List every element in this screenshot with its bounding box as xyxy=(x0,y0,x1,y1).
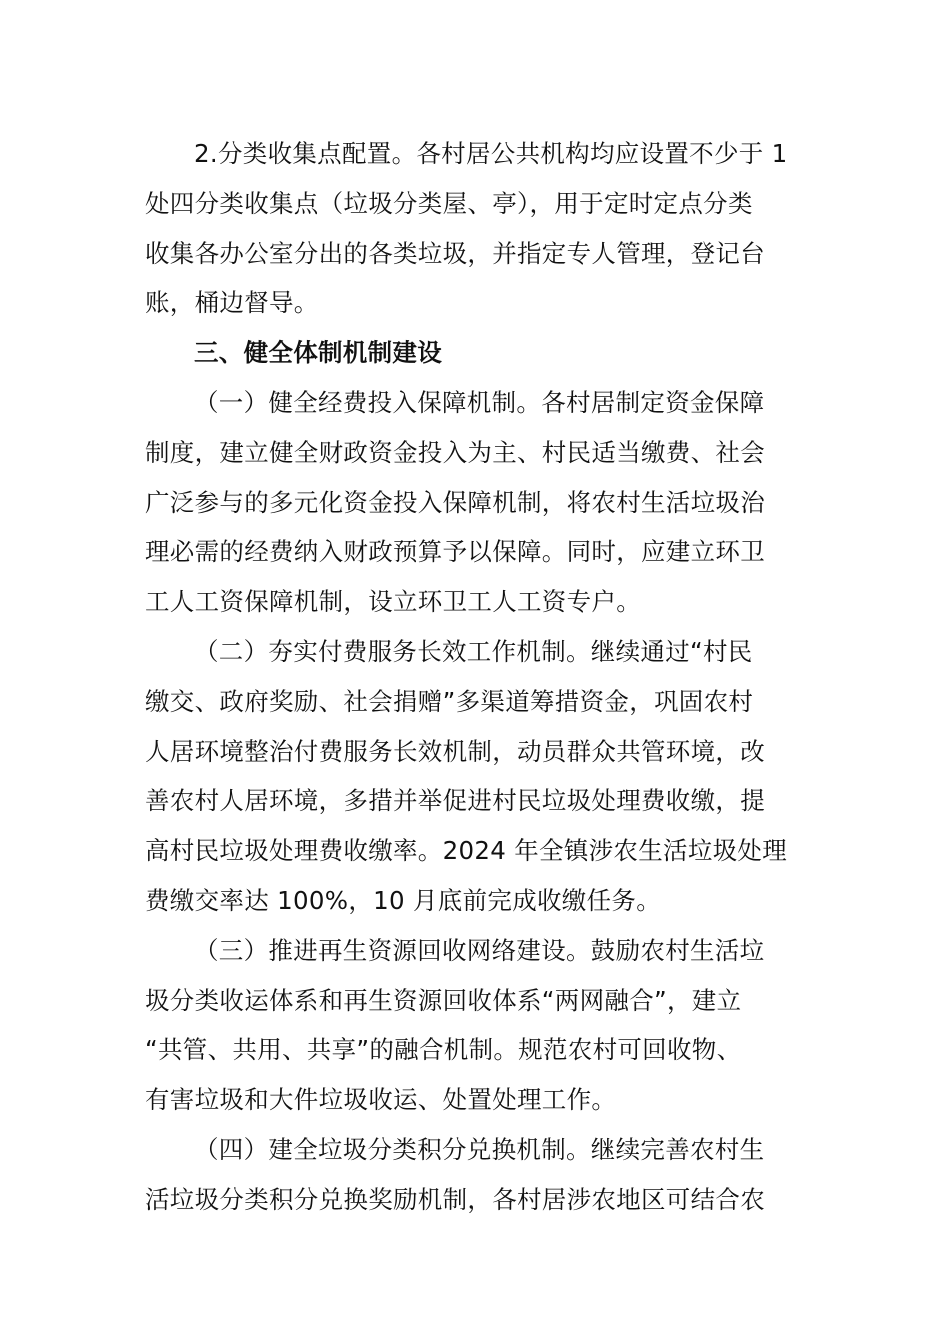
text-line: 有害垃圾和大件垃圾收运、处置处理工作。 xyxy=(145,1085,617,1115)
text-line: 收集各办公室分出的各类垃圾，并指定专人管理，登记台 xyxy=(145,238,765,268)
text-line: 工人工资保障机制，设立环卫工人工资专户。 xyxy=(145,587,641,617)
text-line: （二）夯实付费服务长效工作机制。继续通过“村民 xyxy=(194,636,753,666)
text-line: 理必需的经费纳入财政预算予以保障。同时，应建立环卫 xyxy=(145,537,765,567)
text-line: 人居环境整治付费服务长效机制，动员群众共管环境，改 xyxy=(145,736,765,766)
text-line: 制度，建立健全财政资金投入为主、村民适当缴费、社会 xyxy=(145,437,765,467)
text-line: “共管、共用、共享”的融合机制。规范农村可回收物、 xyxy=(145,1035,742,1065)
text-line: 活垃圾分类积分兑换奖励机制，各村居涉农地区可结合农 xyxy=(145,1184,765,1214)
text-line: 费缴交率达 100%，10 月底前完成收缴任务。 xyxy=(145,885,661,915)
text-line: （三）推进再生资源回收网络建设。鼓励农村生活垃 xyxy=(194,935,765,965)
text-line: 善农村人居环境，多措并举促进村民垃圾处理费收缴，提 xyxy=(145,786,765,816)
text-line: 账，桶边督导。 xyxy=(145,288,319,318)
text-line: （一）健全经费投入保障机制。各村居制定资金保障 xyxy=(194,387,765,417)
text-line: 处四分类收集点（垃圾分类屋、亭），用于定时定点分类 xyxy=(145,188,753,218)
text-line: 圾分类收运体系和再生资源回收体系“两网融合”，建立 xyxy=(145,985,742,1015)
text-line: 缴交、政府奖励、社会捐赠”多渠道筹措资金，巩固农村 xyxy=(145,686,754,716)
document-body xyxy=(145,129,805,1225)
text-line: （四）建全垃圾分类积分兑换机制。继续完善农村生 xyxy=(194,1134,765,1164)
text-line: 高村民垃圾处理费收缴率。2024 年全镇涉农生活垃圾处理 xyxy=(145,836,788,866)
text-line: 广泛参与的多元化资金投入保障机制，将农村生活垃圾治 xyxy=(145,487,765,517)
text-line: 2.分类收集点配置。各村居公共机构均应设置不少于 1 xyxy=(194,139,788,168)
section-heading: 三、健全体制机制建设 xyxy=(194,338,442,368)
